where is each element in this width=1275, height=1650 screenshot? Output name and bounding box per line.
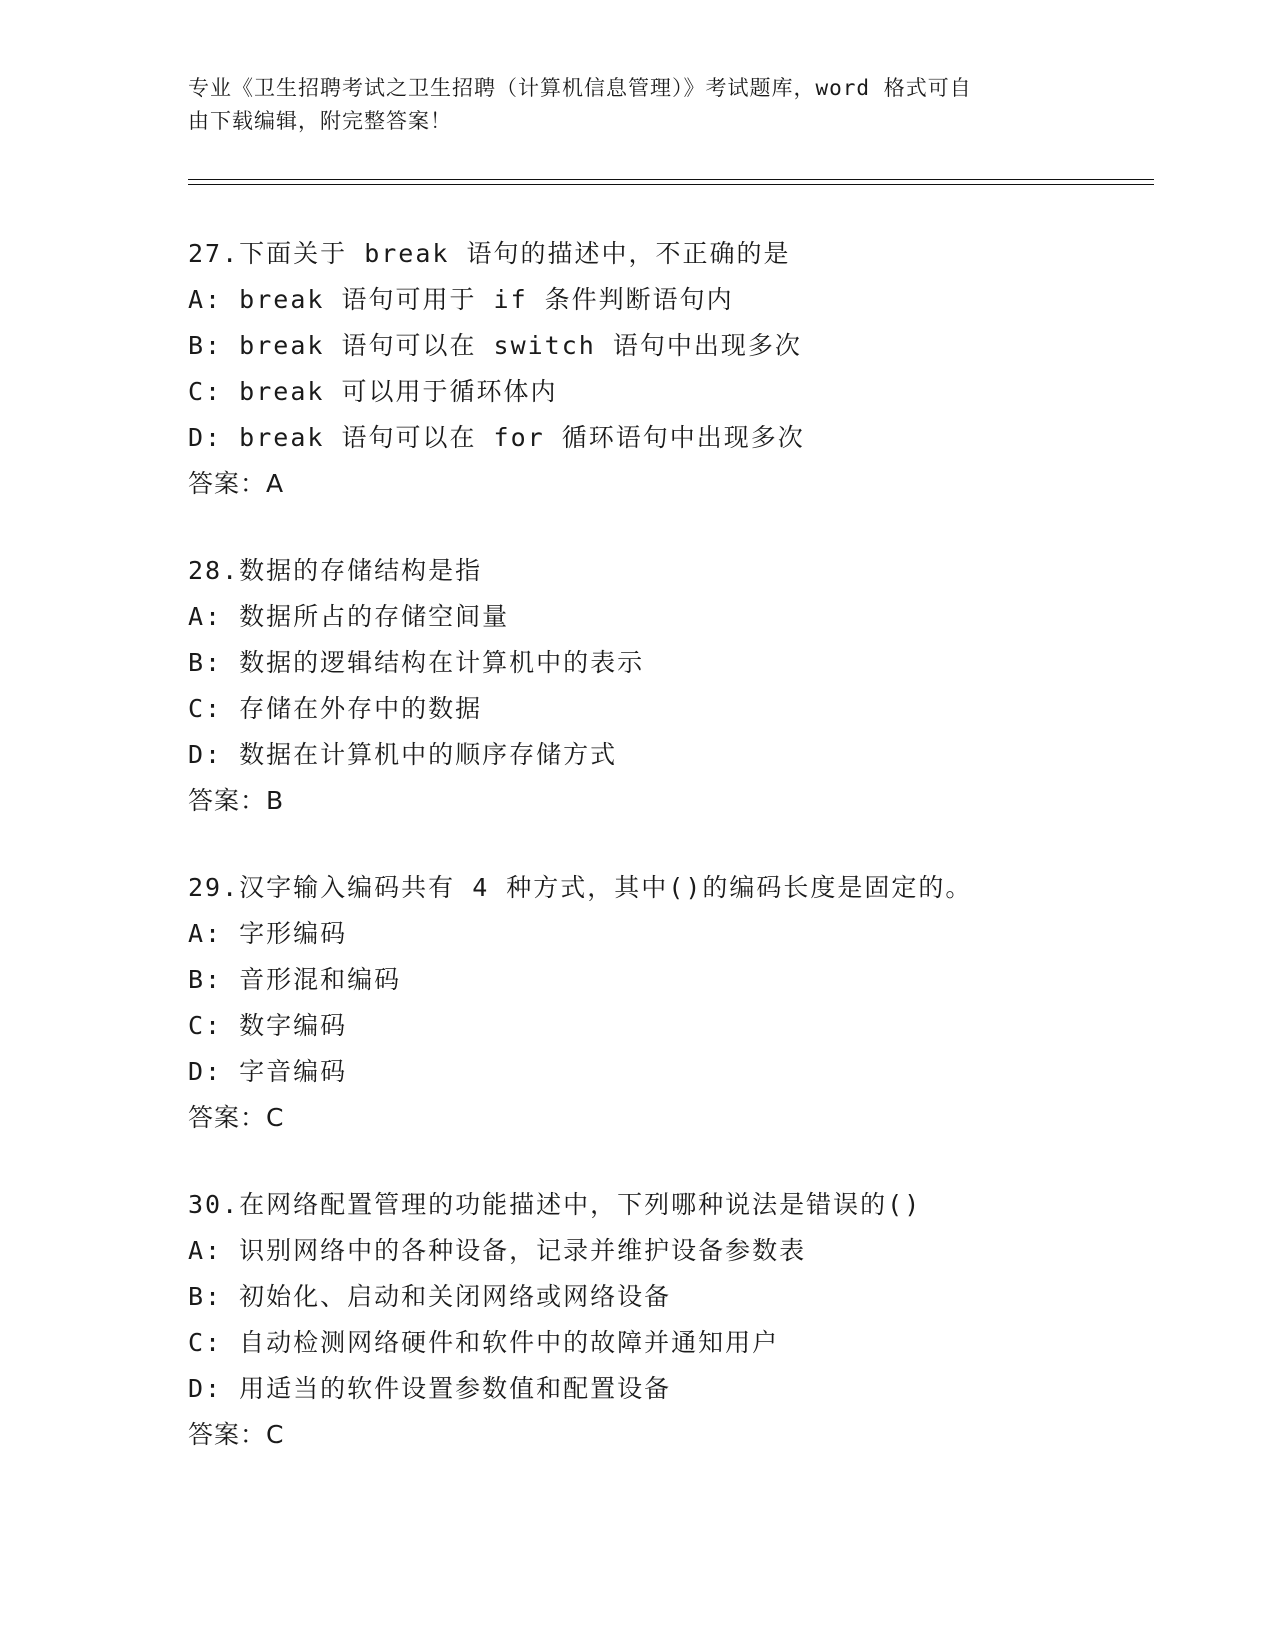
option-b — [188, 957, 1148, 1003]
question-stem: 27.下面关于 break 语句的描述中，不正确的是 — [188, 239, 791, 268]
header-divider-top — [188, 179, 1154, 180]
option-text: 自动检测网络硬件和软件中的故障并通知用户 — [222, 1328, 780, 1357]
option-b — [188, 1274, 1148, 1320]
option-a — [188, 594, 1148, 640]
question-stem: 28.数据的存储结构是指 — [188, 556, 483, 585]
option-key: B: — [188, 965, 223, 994]
option-c — [188, 1320, 1148, 1366]
option-a — [188, 911, 1148, 957]
option-text: break 语句可用于 if 条件判断语句内 — [222, 285, 734, 314]
option-text: 数据的逻辑结构在计算机中的表示 — [222, 648, 645, 677]
question-27 — [188, 231, 1148, 507]
option-text: 数字编码 — [222, 1011, 348, 1040]
option-text: break 语句可以在 for 循环语句中出现多次 — [222, 423, 805, 452]
option-text: 数据在计算机中的顺序存储方式 — [222, 740, 618, 769]
option-text: 初始化、启动和关闭网络或网络设备 — [222, 1282, 672, 1311]
option-a — [188, 277, 1148, 323]
option-key: C: — [188, 1011, 223, 1040]
answer-line: 答案：B — [188, 786, 285, 815]
option-key: D: — [188, 740, 223, 769]
header-line-1: 专业《卫生招聘考试之卫生招聘（计算机信息管理）》考试题库，word 格式可自 — [188, 76, 972, 100]
question-stem: 30.在网络配置管理的功能描述中，下列哪种说法是错误的() — [188, 1190, 922, 1219]
header-divider-bottom — [188, 184, 1154, 185]
option-key: C: — [188, 694, 223, 723]
question-28 — [188, 548, 1148, 824]
option-key: D: — [188, 1057, 223, 1086]
option-b — [188, 323, 1148, 369]
answer-line: 答案：C — [188, 1103, 285, 1132]
option-key: A: — [188, 602, 223, 631]
option-d — [188, 1366, 1148, 1412]
option-key: B: — [188, 331, 223, 360]
option-text: 存储在外存中的数据 — [222, 694, 483, 723]
option-text: 字形编码 — [222, 919, 348, 948]
option-key: C: — [188, 1328, 223, 1357]
header-line-2: 由下载编辑，附完整答案！ — [188, 109, 452, 133]
option-key: A: — [188, 285, 223, 314]
option-key: B: — [188, 1282, 223, 1311]
question-29 — [188, 865, 1148, 1141]
option-text: 识别网络中的各种设备，记录并维护设备参数表 — [222, 1236, 807, 1265]
option-d — [188, 732, 1148, 778]
option-key: D: — [188, 1374, 223, 1403]
option-key: A: — [188, 1236, 223, 1265]
option-text: 数据所占的存储空间量 — [222, 602, 510, 631]
option-key: D: — [188, 423, 223, 452]
option-text: break 语句可以在 switch 语句中出现多次 — [222, 331, 802, 360]
option-c — [188, 686, 1148, 732]
option-key: C: — [188, 377, 223, 406]
option-text: 音形混和编码 — [222, 965, 402, 994]
answer-line: 答案：C — [188, 1420, 285, 1449]
option-text: 用适当的软件设置参数值和配置设备 — [222, 1374, 672, 1403]
option-a — [188, 1228, 1148, 1274]
option-c — [188, 369, 1148, 415]
option-c — [188, 1003, 1148, 1049]
option-d — [188, 1049, 1148, 1095]
option-text: 字音编码 — [222, 1057, 348, 1086]
option-key: A: — [188, 919, 223, 948]
option-text: break 可以用于循环体内 — [222, 377, 558, 406]
question-stem: 29.汉字输入编码共有 4 种方式，其中()的编码长度是固定的。 — [188, 873, 973, 902]
option-d — [188, 415, 1148, 461]
option-key: B: — [188, 648, 223, 677]
document-header — [188, 72, 1068, 138]
question-30 — [188, 1182, 1148, 1458]
option-b — [188, 640, 1148, 686]
answer-line: 答案：A — [188, 469, 285, 498]
